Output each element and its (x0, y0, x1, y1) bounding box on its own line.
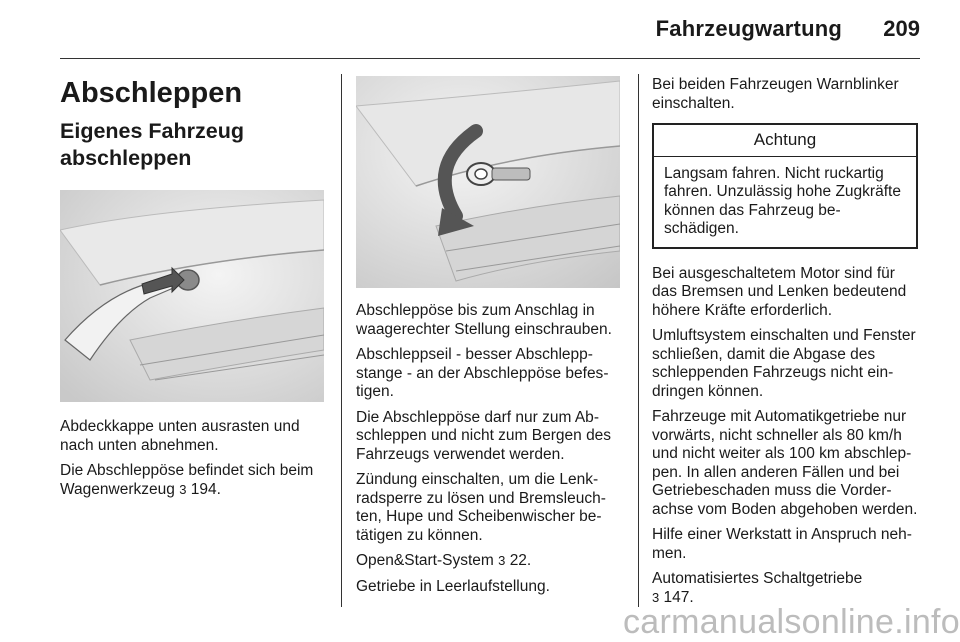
paragraph-text: Automatisiertes Schaltgetriebe (652, 570, 863, 587)
subsection-title: Eigenes Fahrzeug abschleppen (60, 119, 244, 170)
caution-text: Langsam fahren. Nicht ruckartig fahren. Unzulässig hohe Zugkräfte können das Fahrzeug beschädigen. (664, 164, 901, 237)
column-3 (652, 76, 920, 614)
cross-reference-icon: 3 (498, 553, 506, 568)
caution-title: Achtung (654, 125, 916, 157)
paragraph (652, 570, 920, 607)
paragraph-text: Open&Start-System (356, 552, 494, 569)
paragraph: Fahrzeuge mit Automatikgetriebe nur vorwärts, nicht schneller als 80 km/h und nicht weiter als 100 km abschleppen. In allen anderen Fällen und bei Getriebeschaden muss die Vorderachse vom Boden abgehoben werden. (652, 408, 918, 518)
paragraph: Zündung einschalten, um die Lenkradsperre zu lösen und Bremsleuchten, Hupe und Scheibenwischer betätigen zu können. (356, 471, 606, 544)
column-divider-1 (341, 74, 342, 607)
page-reference[interactable]: 22. (509, 552, 532, 569)
paragraph-text: Die Abschleppöse befindet sich beim Wagenwerkzeug (60, 462, 314, 498)
paragraph: Abschleppseil - besser Abschleppstange - an der Abschleppöse befestigen. (356, 346, 609, 400)
paragraph: Bei ausgeschaltetem Motor sind für das Bremsen und Lenken bedeutend höhere Kräfte erforderlich. (652, 264, 907, 319)
header-divider (60, 58, 920, 59)
paragraph: Getriebe in Leerlaufstellung. (356, 577, 550, 595)
column-1 (60, 76, 328, 506)
caution-box (652, 123, 918, 249)
watermark: carmanualsonline.info (622, 603, 960, 641)
page-reference[interactable]: 147. (663, 588, 694, 606)
cross-reference-icon: 3 (179, 481, 187, 497)
section-title: Abschleppen (60, 77, 243, 109)
paragraph: Die Abschleppöse darf nur zum Abschleppen und nicht zum Bergen des Fahrzeugs verwendet werden. (356, 408, 612, 463)
header-title: Fahrzeugwartung (655, 16, 842, 41)
column-2 (356, 76, 624, 603)
paragraph (60, 462, 328, 499)
page-number: 209 (883, 16, 920, 41)
paragraph: Abschleppöse bis zum Anschlag in waagerechter Stellung einschrauben. (356, 302, 612, 338)
page-reference[interactable]: 194. (190, 480, 221, 498)
cross-reference-icon: 3 (652, 589, 660, 605)
paragraph: Abdeckkappe unten ausrasten und nach unten abnehmen. (60, 418, 300, 454)
paragraph (356, 552, 624, 571)
towing-eye-installation-illustration (356, 76, 620, 288)
column-divider-2 (638, 74, 639, 607)
paragraph: Umluftsystem einschalten und Fenster schließen, damit die Abgase des schleppenden Fahrzeugs nicht eindringen können. (652, 327, 916, 400)
paragraph: Bei beiden Fahrzeugen Warnblinker einschalten. (652, 76, 899, 112)
cover-cap-removal-illustration (60, 190, 324, 402)
paragraph: Hilfe einer Werkstatt in Anspruch nehmen. (652, 526, 912, 562)
